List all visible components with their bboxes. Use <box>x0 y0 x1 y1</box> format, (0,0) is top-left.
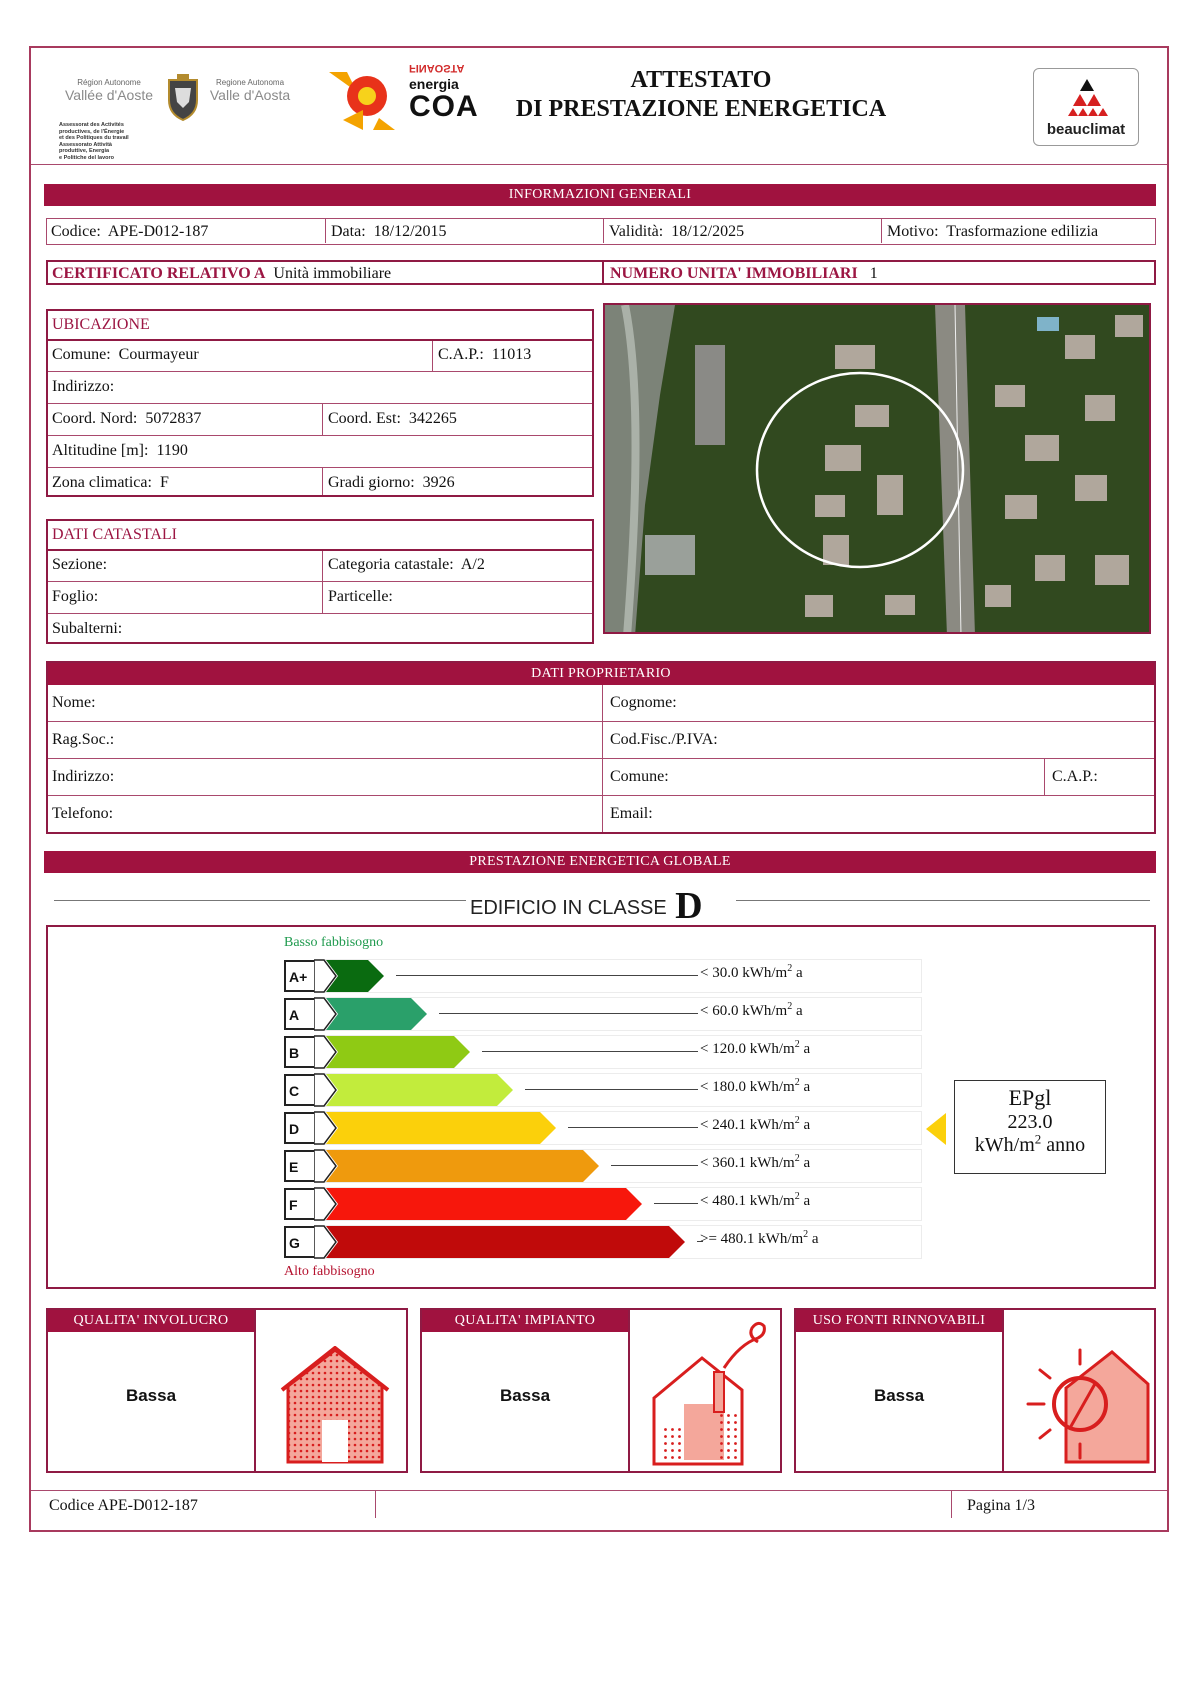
class-arrow-bar <box>314 1073 527 1107</box>
qualita-impianto-value: Bassa <box>499 1386 551 1405</box>
classe-rule-right <box>736 900 1150 901</box>
classe-text: EDIFICIO IN CLASSE <box>470 897 667 919</box>
energy-class-row-g <box>48 1224 948 1262</box>
qualita-involucro-title: QUALITA' INVOLUCRO <box>48 1310 254 1332</box>
energy-class-row-a <box>48 996 948 1034</box>
cod-fisc-field: Cod.Fisc./P.IVA: <box>610 731 718 748</box>
class-arrow-bar <box>314 1149 613 1183</box>
footer <box>31 1490 1167 1520</box>
house-sun-icon <box>1016 1328 1152 1468</box>
class-arrow-bar <box>314 1187 656 1221</box>
class-threshold: < 480.1 kWh/$m^2$ a <box>700 1191 811 1209</box>
coa-energia-logo <box>323 58 483 138</box>
alto-fabbisogno-label: Alto fabbisogno <box>284 1264 375 1279</box>
aerial-photo <box>605 305 1151 634</box>
footer-codice: Codice APE-D012-187 <box>49 1497 198 1514</box>
codice-field: Codice: APE-D012-187 <box>51 223 209 240</box>
energy-class-panel <box>46 925 1156 1289</box>
basso-fabbisogno-label: Basso fabbisogno <box>284 935 384 950</box>
nome-field: Nome: <box>52 694 96 711</box>
numero-unita-field: NUMERO UNITA' IMMOBILIARI 1 <box>610 265 878 282</box>
class-threshold: < 180.0 kWh/$m^2$ a <box>700 1077 811 1095</box>
sezione-field: Sezione: <box>52 556 108 573</box>
indirizzo-owner-field: Indirizzo: <box>52 768 115 785</box>
uso-fonti-value: Bassa <box>873 1386 925 1405</box>
qualita-impianto-card <box>420 1308 782 1473</box>
triangles-icon <box>1064 77 1110 117</box>
catastali-box <box>46 519 594 644</box>
class-label: B <box>284 1036 316 1068</box>
qualita-involucro-card <box>46 1308 408 1473</box>
ubicazione-title: UBICAZIONE <box>52 316 150 333</box>
finaosta-text: FINAOSTA <box>409 62 465 74</box>
region-fr-label: Région Autonome <box>77 78 141 87</box>
class-leader-line <box>654 1203 698 1204</box>
energia-text: energia <box>409 76 459 92</box>
class-threshold: < 60.0 kWh/$m^2$ a <box>700 1001 803 1019</box>
proprietario-box <box>46 661 1156 834</box>
class-threshold: < 30.0 kWh/$m^2$ a <box>700 963 803 981</box>
motivo-field: Motivo: Trasformazione edilizia <box>887 223 1099 240</box>
header-divider <box>31 164 1167 165</box>
qualita-involucro-value: Bassa <box>125 1386 177 1405</box>
house-heating-icon <box>648 1314 778 1468</box>
certificato-row <box>46 260 1156 285</box>
rag-soc-field: Rag.Soc.: <box>52 731 115 748</box>
class-arrow-bar <box>314 1035 484 1069</box>
gradi-giorno-field: Gradi giorno: 3926 <box>328 474 455 491</box>
classe-value: D <box>675 885 703 927</box>
info-generali-bar: INFORMAZIONI GENERALI <box>44 184 1156 206</box>
energy-class-scale <box>48 958 948 1258</box>
proprietario-bar: DATI PROPRIETARIO <box>48 663 1154 685</box>
info-generali-row <box>46 218 1156 245</box>
class-leader-line <box>439 1013 698 1014</box>
page-title <box>501 66 901 124</box>
class-arrow-bar <box>314 1225 699 1259</box>
cap-owner-field: C.A.P.: <box>1052 768 1098 785</box>
qualita-impianto-title: QUALITA' IMPIANTO <box>422 1310 628 1332</box>
class-leader-line <box>482 1051 698 1052</box>
validita-field: Validità: 18/12/2025 <box>609 223 745 240</box>
classe-heading <box>470 884 740 927</box>
energy-class-row-e <box>48 1148 948 1186</box>
class-leader-line <box>525 1089 698 1090</box>
class-label: G <box>284 1226 316 1258</box>
coord-nord-field: Coord. Nord: 5072837 <box>52 410 202 427</box>
telefono-field: Telefono: <box>52 805 114 822</box>
class-label: E <box>284 1150 316 1182</box>
region-fr-name: Vallée d'Aoste <box>64 87 154 103</box>
beauclimat-logo <box>1033 68 1139 146</box>
class-threshold: < 360.1 kWh/$m^2$ a <box>700 1153 811 1171</box>
title-line-2: DI PRESTAZIONE ENERGETICA <box>515 96 887 122</box>
email-field: Email: <box>610 805 653 822</box>
energy-class-row-c <box>48 1072 948 1110</box>
region-it-name: Valle d'Aosta <box>209 87 291 103</box>
region-logo <box>59 66 299 166</box>
class-row-band <box>324 959 922 993</box>
classe-rule-left <box>54 900 466 901</box>
uso-fonti-title: USO FONTI RINNOVABILI <box>796 1310 1002 1332</box>
epgl-marker-icon <box>924 1111 948 1147</box>
class-leader-line <box>611 1165 698 1166</box>
footer-pagina: Pagina 1/3 <box>967 1497 1035 1514</box>
class-threshold: < 240.1 kWh/$m^2$ a <box>700 1115 811 1133</box>
class-arrow-bar <box>314 997 441 1031</box>
class-threshold: < 120.0 kWh/$m^2$ a <box>700 1039 811 1057</box>
house-envelope-icon <box>280 1346 390 1464</box>
subalterni-field: Subalterni: <box>52 620 123 637</box>
class-label: A+ <box>284 960 316 992</box>
coa-emblem-icon <box>323 58 403 138</box>
particelle-field: Particelle: <box>328 588 393 605</box>
categoria-field: Categoria catastale: A/2 <box>328 556 485 573</box>
cognome-field: Cognome: <box>610 694 677 711</box>
indirizzo-field: Indirizzo: <box>52 378 115 395</box>
epgl-unit: kWh/$m^2$ anno <box>974 1131 1086 1156</box>
uso-fonti-card <box>794 1308 1156 1473</box>
header <box>31 48 1167 164</box>
class-leader-line <box>568 1127 698 1128</box>
energy-class-row-b <box>48 1034 948 1072</box>
class-label: A <box>284 998 316 1030</box>
energy-class-row-a-plus <box>48 958 948 996</box>
altitudine-field: Altitudine [m]: 1190 <box>52 442 188 459</box>
energy-class-row-f <box>48 1186 948 1224</box>
comune-field: Comune: Courmayeur <box>52 346 199 363</box>
coat-of-arms-icon <box>163 72 203 122</box>
ubicazione-box <box>46 309 594 497</box>
class-arrow-bar <box>314 1111 570 1145</box>
coord-est-field: Coord. Est: 342265 <box>328 410 457 427</box>
class-label: D <box>284 1112 316 1144</box>
class-threshold: >= 480.1 kWh/$m^2$ a <box>700 1229 819 1247</box>
class-leader-line <box>396 975 698 976</box>
comune-owner-field: Comune: <box>610 768 669 785</box>
cap-field: C.A.P.: 11013 <box>438 346 532 363</box>
epgl-label: EPgl <box>1008 1085 1052 1110</box>
foglio-field: Foglio: <box>52 588 99 605</box>
catastali-title: DATI CATASTALI <box>52 526 177 543</box>
zona-climatica-field: Zona climatica: F <box>52 474 169 491</box>
class-arrow-bar <box>314 959 398 993</box>
epgl-box <box>954 1080 1106 1174</box>
prestazione-bar: PRESTAZIONE ENERGETICA GLOBALE <box>44 851 1156 873</box>
epgl-value: 223.0 <box>1007 1111 1053 1133</box>
beauclimat-text: beauclimat <box>1046 121 1126 138</box>
aerial-map[interactable] <box>603 303 1151 634</box>
class-label: C <box>284 1074 316 1106</box>
energy-class-row-d <box>48 1110 948 1148</box>
data-field: Data: 18/12/2015 <box>331 223 447 240</box>
class-label: F <box>284 1188 316 1220</box>
region-it-label: Regione Autonoma <box>215 78 285 87</box>
title-line-1: ATTESTATO <box>630 67 772 93</box>
coa-text: COA <box>409 90 479 123</box>
certificato-field: CERTIFICATO RELATIVO A Unità immobiliare <box>52 265 392 282</box>
assessorat-text: Assessorat des Activités productives, de l'Énergie et des Politiques du travail Assessorato Attività produttive, Energia e Politiche del lavoro <box>59 122 129 161</box>
